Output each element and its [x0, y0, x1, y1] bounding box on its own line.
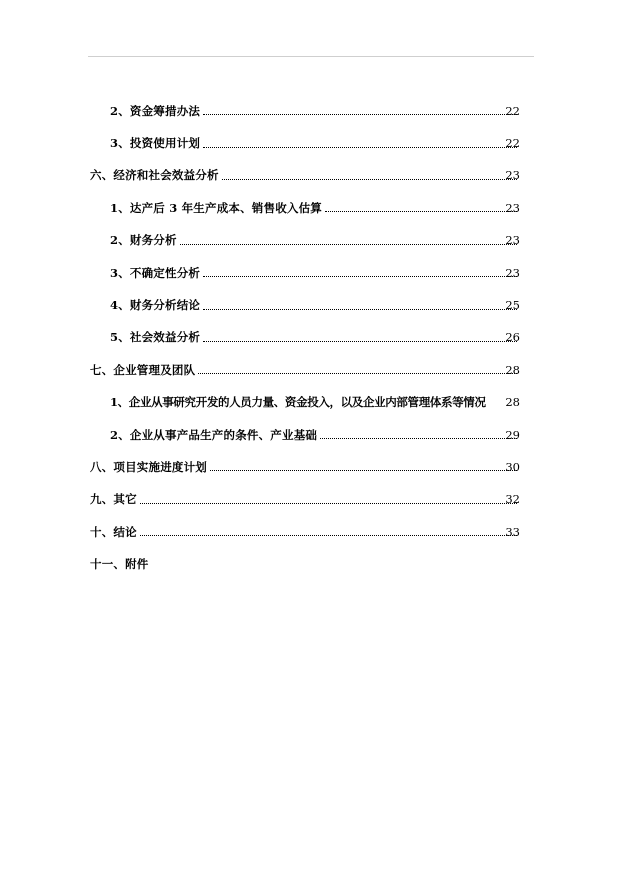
toc-entry[interactable] — [0, 418, 621, 450]
toc-page-number: 23 — [505, 233, 520, 248]
toc-dot-leader — [222, 178, 517, 180]
toc-entry-label: 5、社会效益分析 — [110, 330, 201, 345]
toc-entry-label: 十一、附件 — [90, 557, 149, 572]
toc-entry-label: 2、财务分析 — [110, 233, 177, 248]
toc-dot-leader — [140, 502, 517, 504]
toc-page-number: 22 — [505, 103, 520, 118]
toc-page-number: 22 — [505, 136, 520, 151]
toc-page-number: 23 — [505, 200, 520, 215]
toc-dot-leader — [203, 308, 517, 310]
toc-entry[interactable] — [0, 256, 621, 288]
toc-entry[interactable] — [0, 386, 621, 418]
toc-page-number: 29 — [505, 427, 520, 442]
toc-page-number: 32 — [505, 492, 520, 507]
toc-entry[interactable] — [0, 224, 621, 256]
toc-dot-leader — [198, 372, 517, 374]
toc-entry[interactable] — [0, 547, 621, 579]
toc-page-number: 28 — [505, 395, 520, 410]
toc-entry-label: 九、其它 — [90, 492, 137, 507]
toc-entry[interactable] — [0, 94, 621, 126]
toc-dot-leader — [140, 534, 517, 536]
toc-dot-leader — [203, 340, 517, 342]
toc-entry-label: 六、经济和社会效益分析 — [90, 168, 219, 183]
toc-entry[interactable] — [0, 159, 621, 191]
toc-dot-leader — [203, 113, 517, 115]
toc-entry[interactable] — [0, 515, 621, 547]
toc-page-number: 23 — [505, 168, 520, 183]
toc-page-number: 25 — [505, 298, 520, 313]
toc-entry-label: 1、企业从事研究开发的人员力量、资金投入，以及企业内部管理体系等情况 — [110, 395, 486, 410]
toc-entry[interactable] — [0, 483, 621, 515]
toc-dot-leader — [203, 146, 517, 148]
toc-entry[interactable] — [0, 288, 621, 320]
toc-dot-leader — [325, 210, 517, 212]
toc-page-number: 33 — [505, 524, 520, 539]
toc-page-number: 28 — [505, 362, 520, 377]
toc-entry-label: 十、结论 — [90, 524, 137, 539]
page-header-rule — [88, 56, 534, 57]
toc-dot-leader — [210, 469, 517, 471]
table-of-contents — [0, 94, 621, 580]
toc-entry-label: 2、企业从事产品生产的条件、产业基础 — [110, 427, 318, 442]
toc-entry[interactable] — [0, 353, 621, 385]
toc-page-number: 23 — [505, 265, 520, 280]
toc-dot-leader — [203, 275, 517, 277]
toc-entry-label: 八、项目实施进度计划 — [90, 459, 207, 474]
toc-entry[interactable] — [0, 191, 621, 223]
toc-page-number: 26 — [505, 330, 520, 345]
toc-entry[interactable] — [0, 321, 621, 353]
toc-entry-label: 3、投资使用计划 — [110, 136, 201, 151]
toc-entry-label: 3、不确定性分析 — [110, 265, 201, 280]
toc-dot-leader — [320, 437, 517, 439]
toc-entry[interactable] — [0, 126, 621, 158]
toc-entry-label: 4、财务分析结论 — [110, 298, 201, 313]
toc-entry[interactable] — [0, 450, 621, 482]
toc-page-number: 30 — [505, 459, 520, 474]
toc-entry-label: 1、达产后 3 年生产成本、销售收入估算 — [110, 200, 323, 215]
toc-dot-leader — [180, 243, 517, 245]
toc-entry-label: 七、企业管理及团队 — [90, 362, 196, 377]
toc-entry-label: 2、资金筹措办法 — [110, 103, 201, 118]
